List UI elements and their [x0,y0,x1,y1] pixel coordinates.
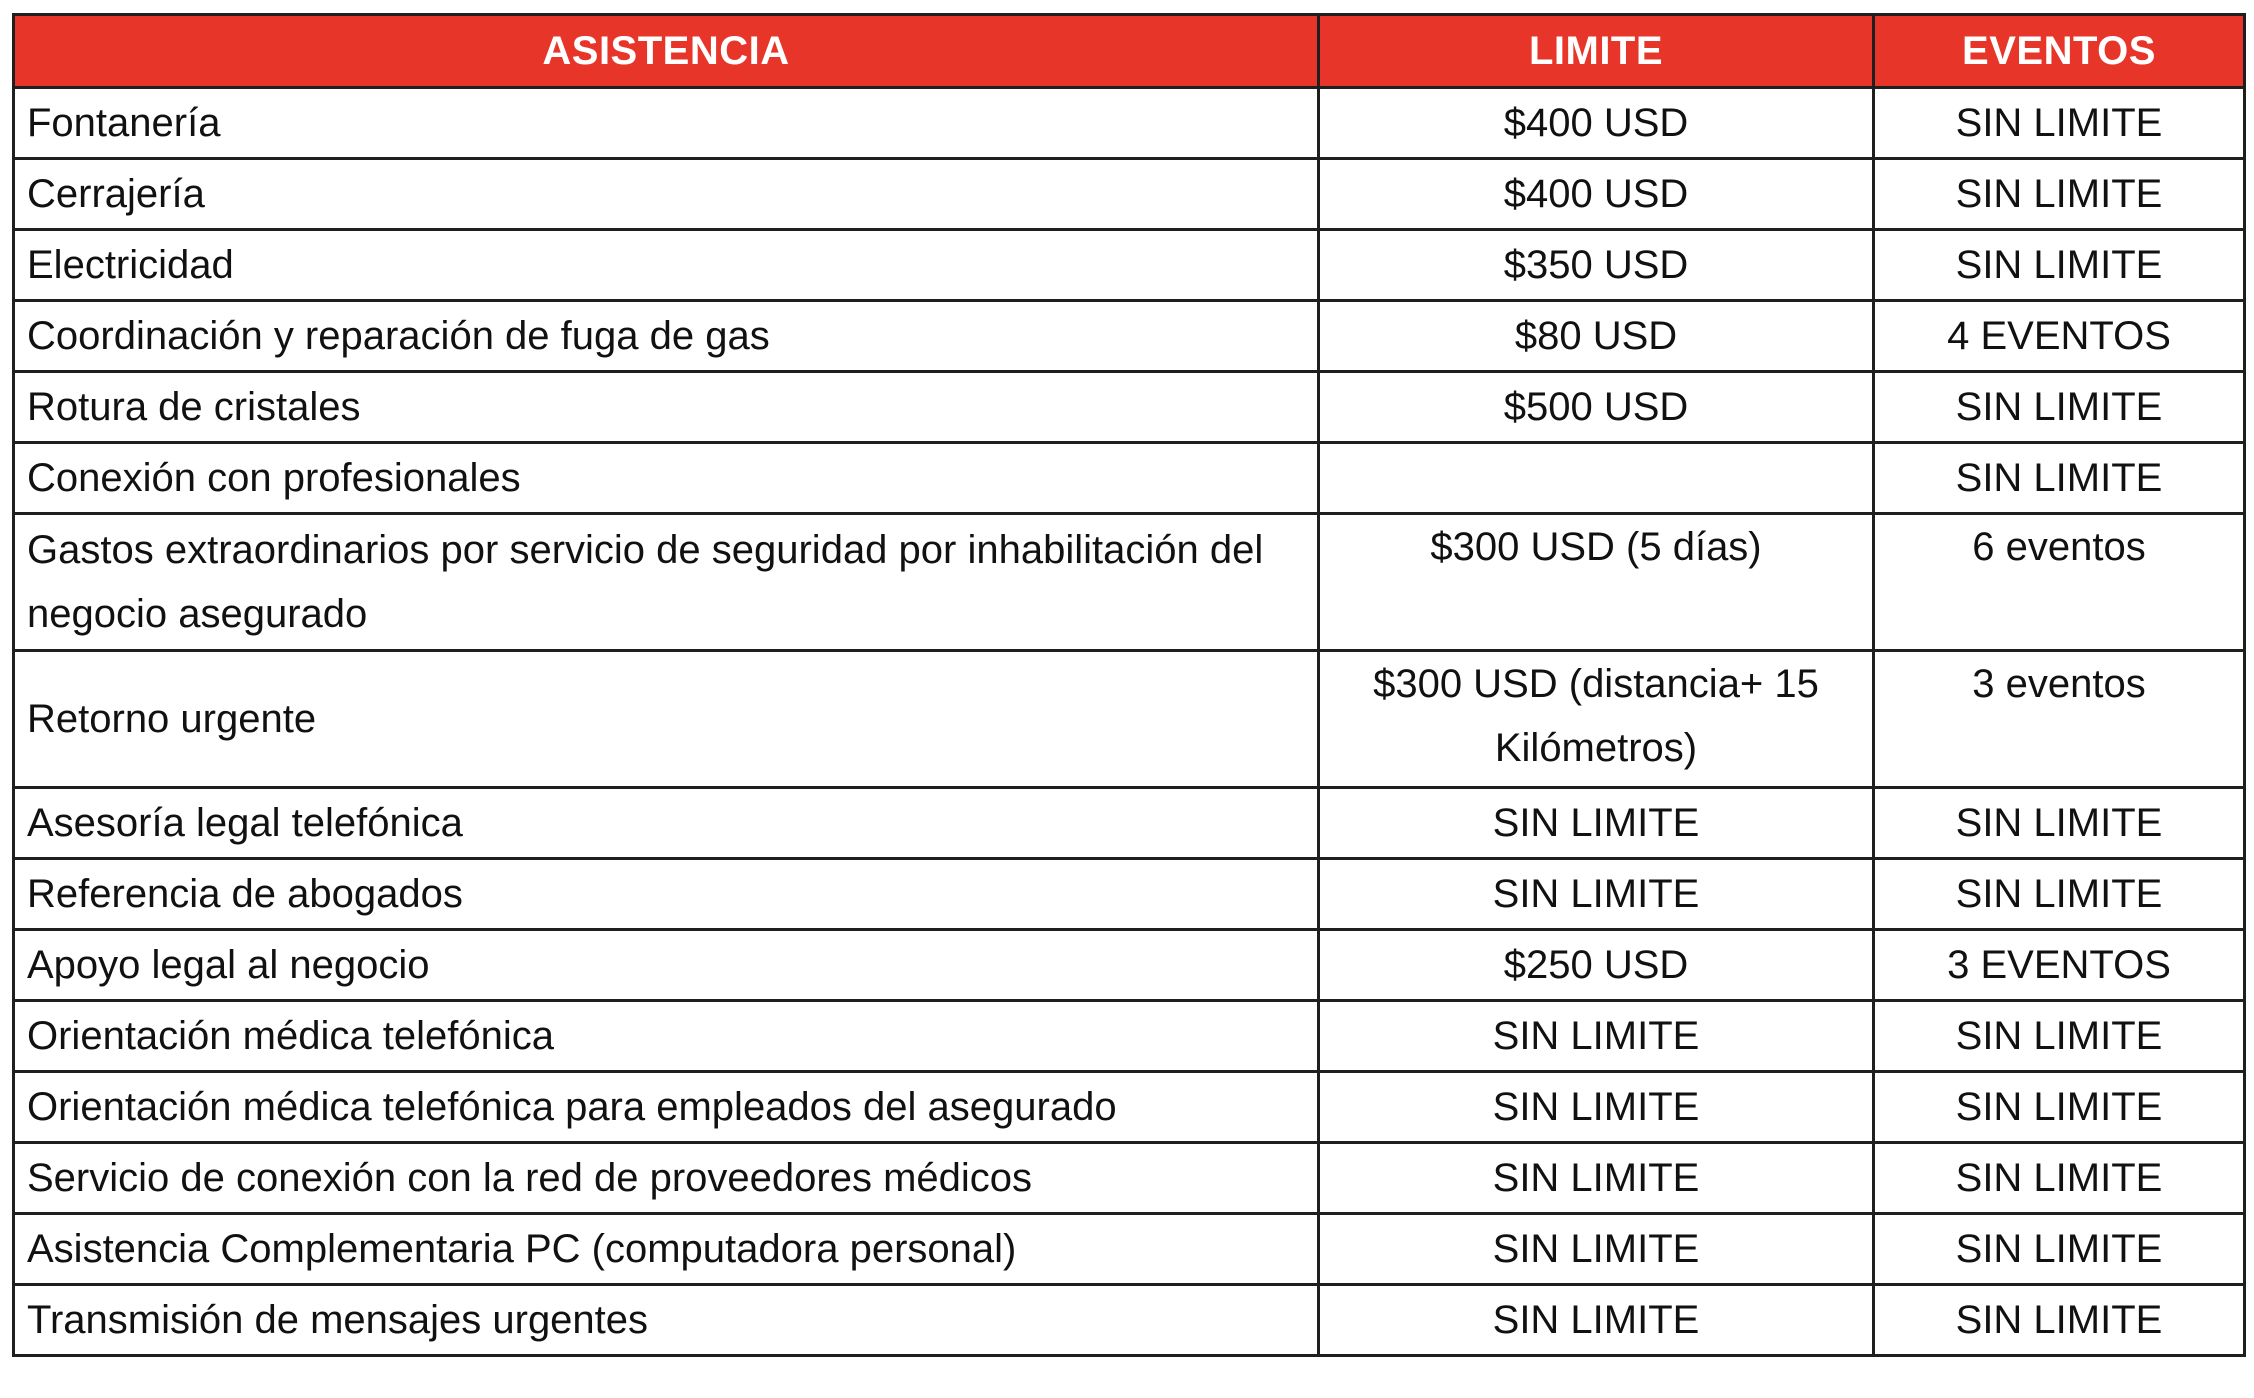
header-limite: LIMITE [1319,15,1874,88]
service-events: SIN LIMITE [1874,1072,2245,1143]
table-row [14,372,2245,443]
service-limit: SIN LIMITE [1319,1072,1874,1143]
table-row [14,651,2245,788]
table-row [14,1214,2245,1285]
service-name: Fontanería [14,88,1319,159]
table-row [14,514,2245,651]
service-name: Apoyo legal al negocio [14,930,1319,1001]
service-limit [1319,443,1874,514]
service-limit: $400 USD [1319,159,1874,230]
service-events: 6 eventos [1874,514,2245,651]
service-events: SIN LIMITE [1874,1285,2245,1356]
service-name: Electricidad [14,230,1319,301]
service-limit: $400 USD [1319,88,1874,159]
table-row [14,788,2245,859]
service-name: Referencia de abogados [14,859,1319,930]
service-limit: SIN LIMITE [1319,1143,1874,1214]
service-events: SIN LIMITE [1874,1001,2245,1072]
service-events: SIN LIMITE [1874,788,2245,859]
service-name: Asesoría legal telefónica [14,788,1319,859]
table-header [14,15,2245,88]
service-name: Servicio de conexión con la red de proveedores médicos [14,1143,1319,1214]
service-limit: SIN LIMITE [1319,1214,1874,1285]
service-name: Cerrajería [14,159,1319,230]
service-events: 3 eventos [1874,651,2245,788]
table-row [14,1001,2245,1072]
service-limit: SIN LIMITE [1319,788,1874,859]
table-row [14,443,2245,514]
service-limit: $250 USD [1319,930,1874,1001]
table-row [14,1143,2245,1214]
table-row [14,930,2245,1001]
table-row [14,1285,2245,1356]
service-name: Orientación médica telefónica para empleados del asegurado [14,1072,1319,1143]
service-name: Conexión con profesionales [14,443,1319,514]
service-limit: $350 USD [1319,230,1874,301]
service-limit: SIN LIMITE [1319,859,1874,930]
service-name: Asistencia Complementaria PC (computadora personal) [14,1214,1319,1285]
header-row [14,15,2245,88]
service-events: SIN LIMITE [1874,1214,2245,1285]
service-limit: $80 USD [1319,301,1874,372]
service-events: SIN LIMITE [1874,443,2245,514]
service-events: SIN LIMITE [1874,159,2245,230]
table-row [14,1072,2245,1143]
service-events: SIN LIMITE [1874,859,2245,930]
table-row [14,230,2245,301]
service-name: Rotura de cristales [14,372,1319,443]
table-row [14,88,2245,159]
service-name: Retorno urgente [14,651,1319,788]
service-limit: $300 USD (5 días) [1319,514,1874,651]
service-events: SIN LIMITE [1874,230,2245,301]
service-name: Orientación médica telefónica [14,1001,1319,1072]
table-body [14,88,2245,1356]
header-eventos: EVENTOS [1874,15,2245,88]
service-name: Transmisión de mensajes urgentes [14,1285,1319,1356]
service-events: 3 EVENTOS [1874,930,2245,1001]
table-row [14,859,2245,930]
service-limit: $300 USD (distancia+ 15 Kilómetros) [1319,651,1874,788]
table-row [14,301,2245,372]
service-limit: SIN LIMITE [1319,1285,1874,1356]
service-name: Gastos extraordinarios por servicio de seguridad por inhabilitación del negocio asegurado [14,514,1319,651]
service-limit: SIN LIMITE [1319,1001,1874,1072]
service-events: SIN LIMITE [1874,1143,2245,1214]
header-asistencia: ASISTENCIA [14,15,1319,88]
service-limit: $500 USD [1319,372,1874,443]
service-name: Coordinación y reparación de fuga de gas [14,301,1319,372]
table-row [14,159,2245,230]
service-events: SIN LIMITE [1874,372,2245,443]
service-events: 4 EVENTOS [1874,301,2245,372]
assistance-table [12,13,2246,1357]
service-events: SIN LIMITE [1874,88,2245,159]
